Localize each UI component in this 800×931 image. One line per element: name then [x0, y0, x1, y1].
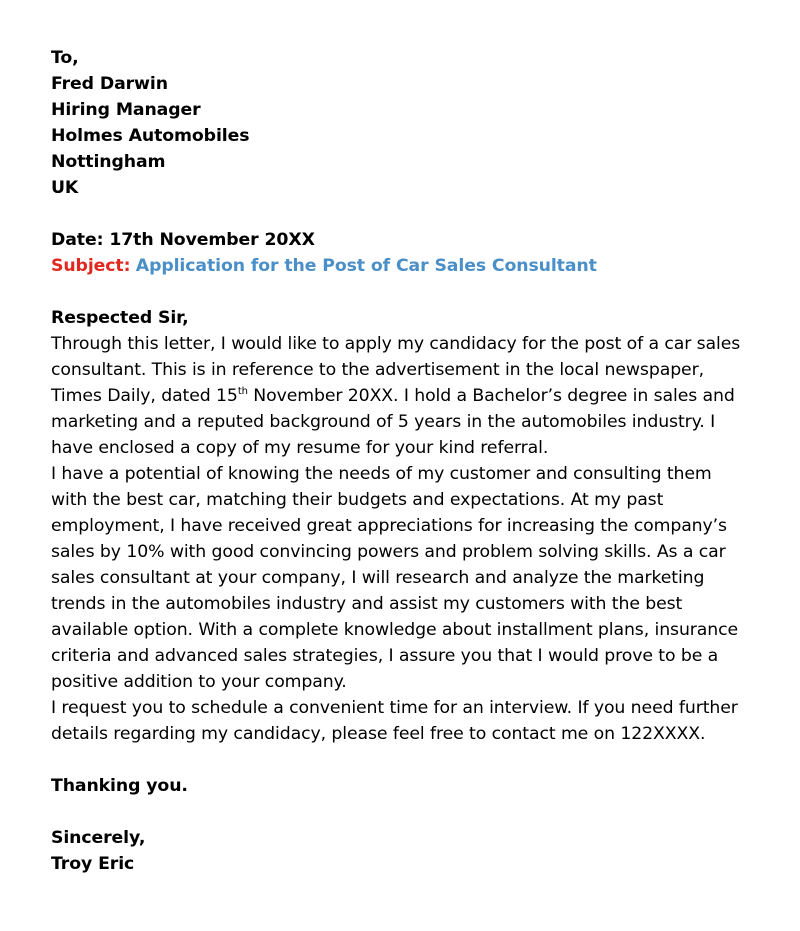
subject-text: Application for the Post of Car Sales Consultant [135, 256, 597, 276]
paragraph-line: criteria and advanced sales strategies, I assure you that I would prove to be a [51, 646, 719, 666]
paragraph-line [51, 383, 751, 409]
text-fragment: November 20XX. I hold a Bachelor’s degree in sales and [247, 386, 735, 406]
salutation-to: To, [51, 48, 79, 68]
sender-name: Troy Eric [51, 854, 135, 874]
spacer [51, 279, 751, 305]
recipient-city: Nottingham [51, 152, 166, 172]
text-fragment: Times Daily, dated 15 [51, 386, 238, 406]
paragraph-line: details regarding my candidacy, please feel free to contact me on 122XXXX. [51, 724, 706, 744]
paragraph-2 [51, 461, 751, 695]
recipient-country: UK [51, 178, 79, 198]
ordinal-superscript: th [237, 386, 248, 397]
paragraph-line: marketing and a reputed background of 5 years in the automobiles industry. I [51, 412, 716, 432]
recipient-block [51, 45, 751, 201]
paragraph-line: with the best car, matching their budgets and expectations. At my past [51, 490, 664, 510]
spacer [51, 201, 751, 227]
paragraph-line: I request you to schedule a convenient time for an interview. If you need further [51, 698, 738, 718]
paragraph-line: have enclosed a copy of my resume for your kind referral. [51, 438, 549, 458]
paragraph-line: I have a potential of knowing the needs of my customer and consulting them [51, 464, 712, 484]
subject-line [51, 253, 751, 279]
spacer [51, 747, 751, 773]
paragraph-line: sales consultant at your company, I will research and analyze the marketing [51, 568, 705, 588]
thanks-line: Thanking you. [51, 776, 188, 796]
paragraph-1 [51, 331, 751, 461]
recipient-title: Hiring Manager [51, 100, 201, 120]
recipient-name: Fred Darwin [51, 74, 168, 94]
letter [51, 45, 751, 877]
paragraph-line: available option. With a complete knowledge about installment plans, insurance [51, 620, 739, 640]
signoff: Sincerely, [51, 828, 146, 848]
paragraph-line: positive addition to your company. [51, 672, 347, 692]
paragraph-line: sales by 10% with good convincing powers and problem solving skills. As a car [51, 542, 726, 562]
paragraph-3 [51, 695, 751, 747]
paragraph-line: trends in the automobiles industry and assist my customers with the best [51, 594, 683, 614]
paragraph-line: employment, I have received great appreciations for increasing the company’s [51, 516, 727, 536]
spacer [51, 799, 751, 825]
greeting: Respected Sir, [51, 308, 189, 328]
paragraph-line: consultant. This is in reference to the advertisement in the local newspaper, [51, 360, 704, 380]
paragraph-line: Through this letter, I would like to apply my candidacy for the post of a car sales [51, 334, 741, 354]
subject-label: Subject: [51, 256, 131, 276]
recipient-company: Holmes Automobiles [51, 126, 250, 146]
letter-date: Date: 17th November 20XX [51, 230, 315, 250]
